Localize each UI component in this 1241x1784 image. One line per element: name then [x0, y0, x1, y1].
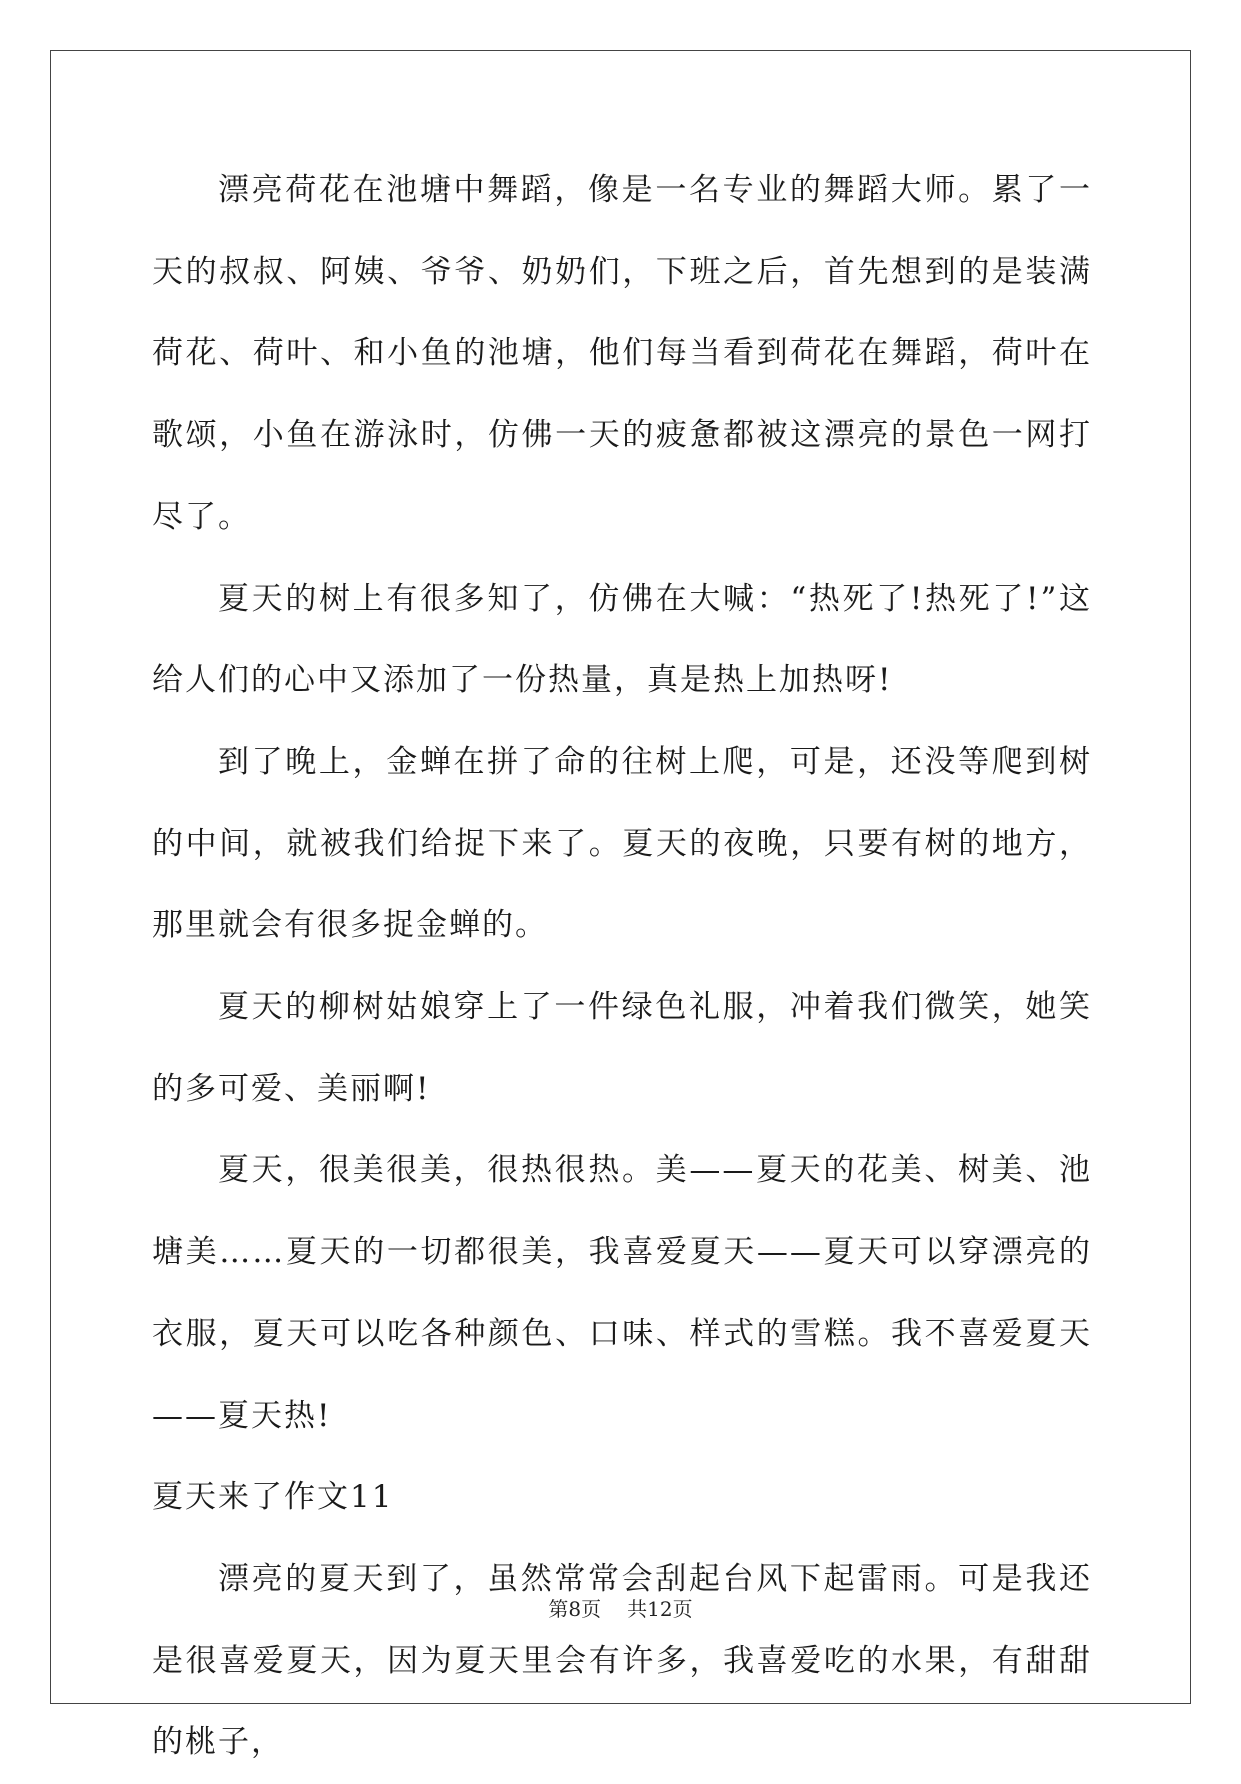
paragraph-summer-arrives: 漂亮的夏天到了，虽然常常会刮起台风下起雷雨。可是我还是很喜爱夏天，因为夏天里会有许多，我喜爱吃的水果，有甜甜的桃子， — [152, 1560, 1092, 1761]
section-title: 夏天来了作文11 — [152, 1479, 394, 1516]
document-body — [152, 150, 1092, 1784]
paragraph-summer-beauty: 夏天，很美很美，很热很热。美——夏天的花美、树美、池塘美……夏天的一切都很美，我喜爱夏天——夏天可以穿漂亮的衣服，夏天可以吃各种颜色、口味、样式的雪糕。我不喜爱夏天——夏天热! — [152, 1152, 1092, 1434]
page-number-total: 共12页 — [627, 1597, 693, 1621]
paragraph-willow: 夏天的柳树姑娘穿上了一件绿色礼服，冲着我们微笑，她笑的多可爱、美丽啊! — [152, 989, 1092, 1107]
paragraph-cicadas: 夏天的树上有很多知了，仿佛在大喊：“热死了!热死了!”这给人们的心中又添加了一份热量，真是热上加热呀! — [152, 580, 1092, 699]
paragraph-golden-cicada: 到了晚上，金蝉在拼了命的往树上爬，可是，还没等爬到树的中间，就被我们给捉下来了。夏天的夜晚，只要有树的地方，那里就会有很多捉金蝉的。 — [152, 743, 1092, 944]
page-number-current: 第8页 — [548, 1597, 602, 1621]
paragraph-lotus: 漂亮荷花在池塘中舞蹈，像是一名专业的舞蹈大师。累了一天的叔叔、阿姨、爷爷、奶奶们，下班之后，首先想到的是装满荷花、荷叶、和小鱼的池塘，他们每当看到荷花在舞蹈，荷叶在歌颂，小鱼在游泳时，仿佛一天的疲惫都被这漂亮的景色一网打尽了。 — [152, 172, 1092, 535]
page-footer — [0, 1596, 1241, 1622]
